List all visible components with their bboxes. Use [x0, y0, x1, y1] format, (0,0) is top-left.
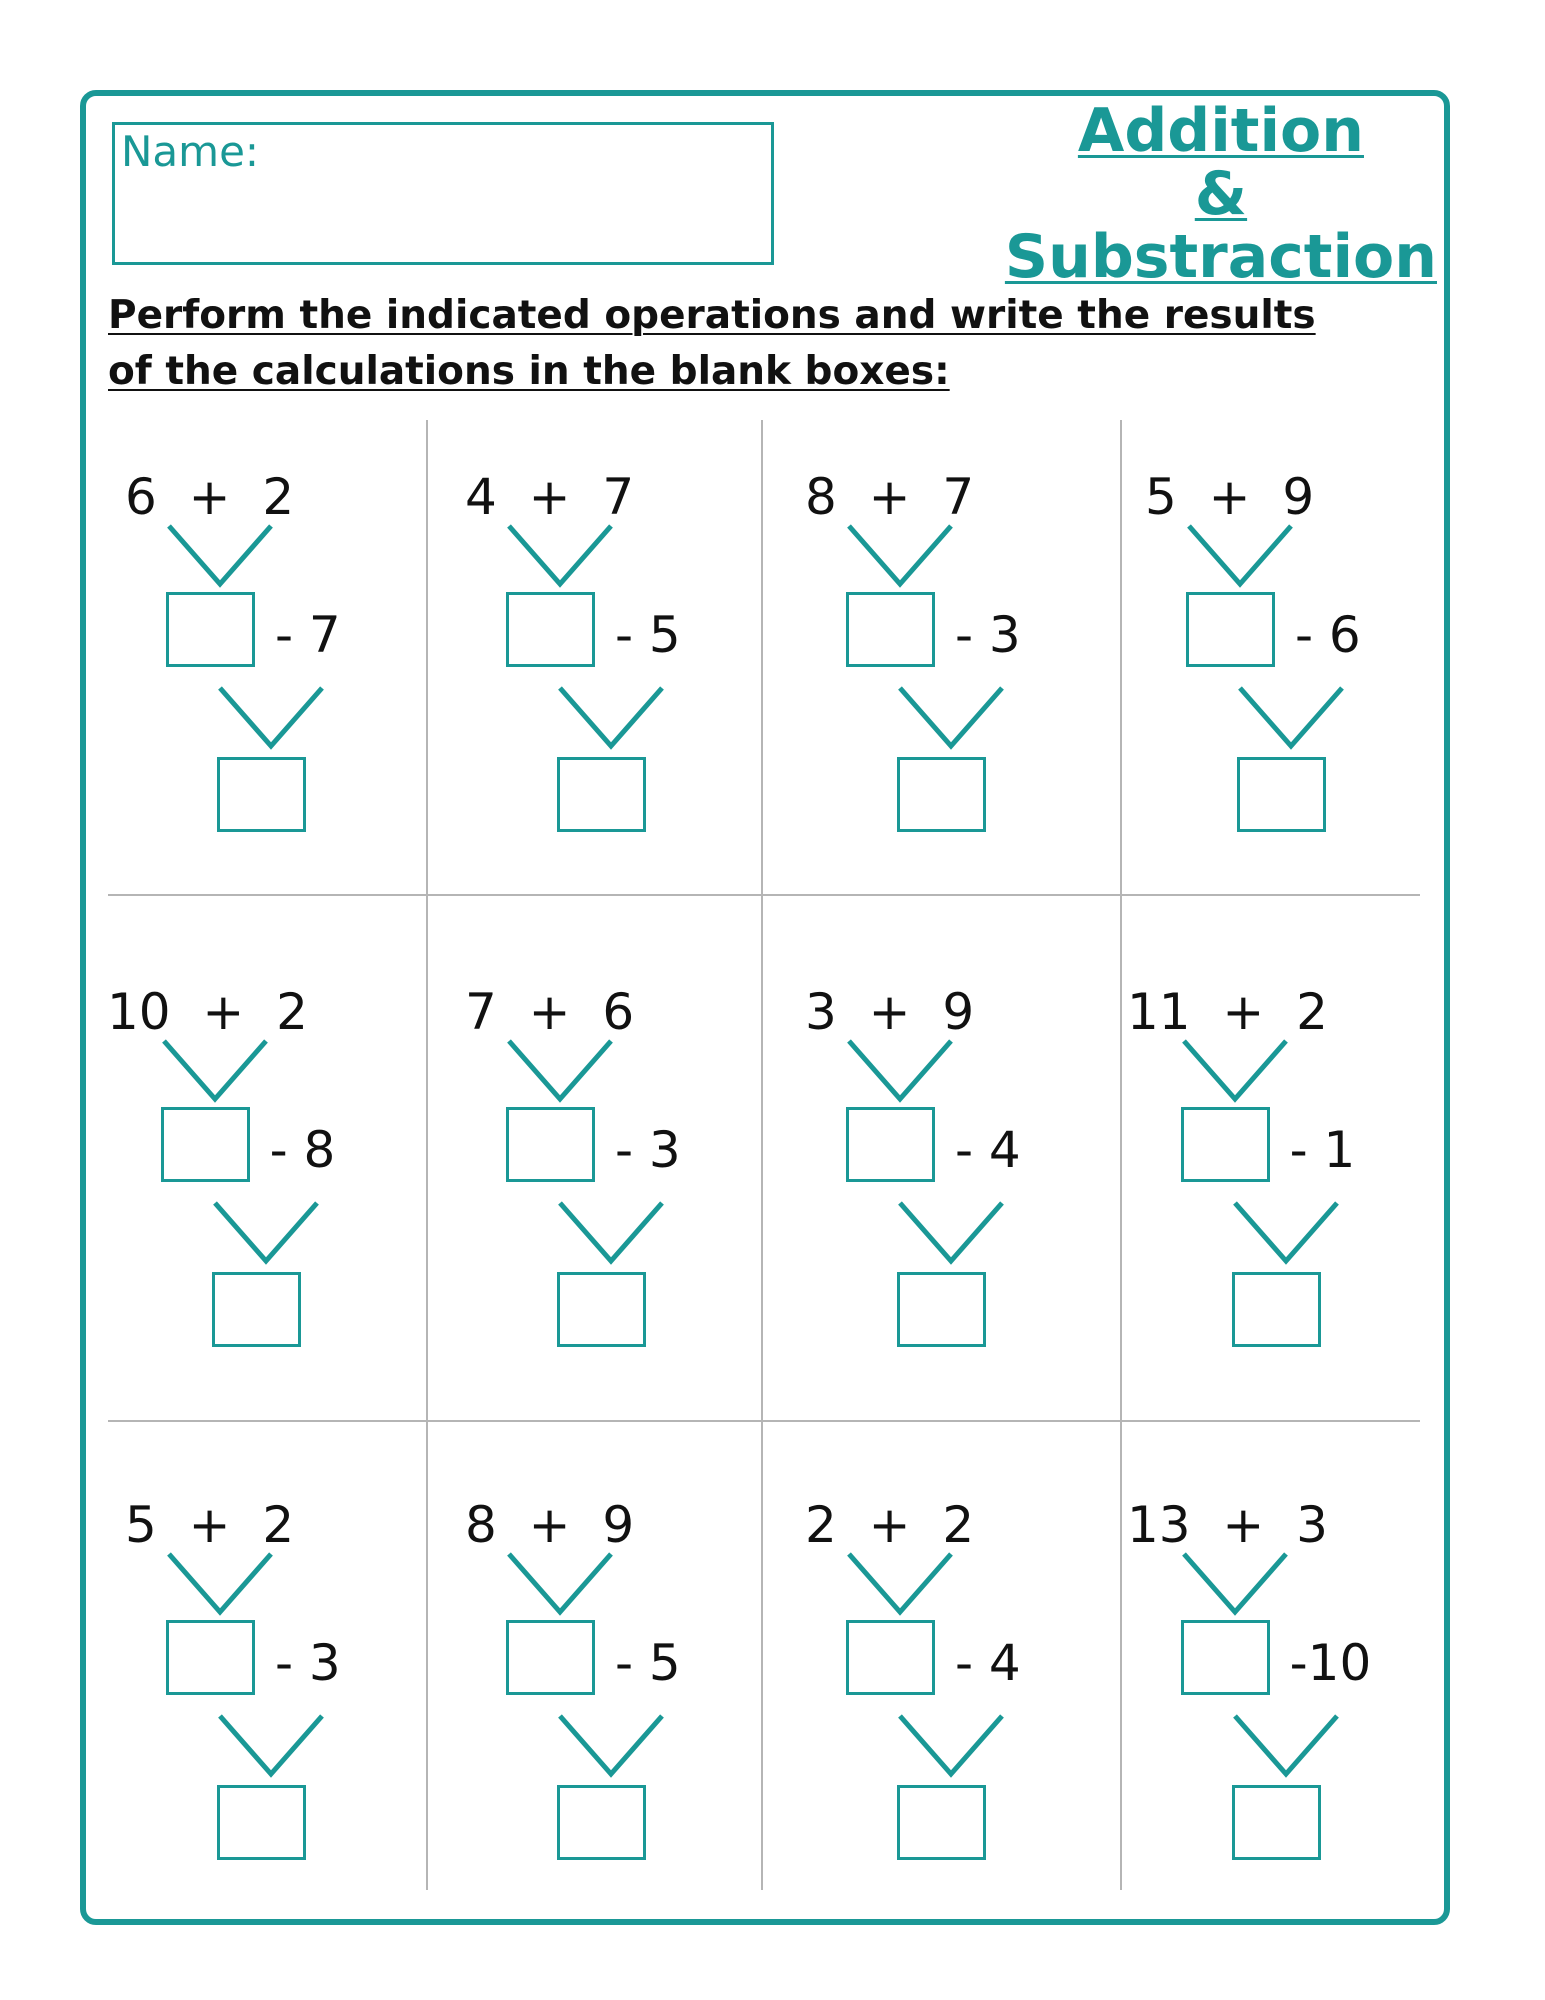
- merge-arrow-icon: [160, 1037, 270, 1103]
- sum-answer-box[interactable]: [1181, 1107, 1270, 1182]
- addend-a: 2: [805, 1496, 837, 1554]
- addend-a: 5: [125, 1496, 157, 1554]
- addend-a: 5: [1145, 468, 1177, 526]
- addition-expression: [805, 468, 1045, 526]
- title-line-ampersand: &: [1194, 159, 1248, 229]
- addend-b: 3: [1296, 1496, 1328, 1554]
- final-answer-box[interactable]: [557, 757, 646, 832]
- subtract-value: - 3: [615, 1121, 681, 1179]
- addition-expression: [1127, 983, 1367, 1041]
- addend-b: 2: [262, 1496, 295, 1554]
- plus-sign: +: [528, 468, 571, 526]
- addend-b: 2: [262, 468, 295, 526]
- addend-a: 7: [465, 983, 497, 1041]
- grid-divider-vertical-1: [426, 420, 428, 1890]
- sum-answer-box[interactable]: [846, 592, 935, 667]
- plus-sign: +: [868, 468, 911, 526]
- plus-sign: +: [528, 983, 571, 1041]
- merge-arrow-icon: [1231, 1199, 1341, 1265]
- addend-a: 8: [805, 468, 837, 526]
- merge-arrow-icon: [165, 522, 275, 588]
- addend-a: 13: [1127, 1496, 1191, 1554]
- final-answer-box[interactable]: [212, 1272, 301, 1347]
- merge-arrow-icon: [505, 522, 615, 588]
- addition-expression: [465, 468, 705, 526]
- addition-expression: [465, 983, 705, 1041]
- addition-expression: [125, 468, 365, 526]
- grid-divider-horizontal-1: [108, 894, 1420, 896]
- title-line-substraction: Substraction: [1004, 222, 1437, 292]
- final-answer-box[interactable]: [1232, 1272, 1321, 1347]
- title-line-addition: Addition: [1077, 96, 1364, 166]
- merge-arrow-icon: [845, 1037, 955, 1103]
- merge-arrow-icon: [505, 1550, 615, 1616]
- grid-divider-vertical-3: [1120, 420, 1122, 1890]
- merge-arrow-icon: [216, 1712, 326, 1778]
- addend-b: 6: [602, 983, 635, 1041]
- addition-expression: [125, 1496, 365, 1554]
- worksheet-title: [1004, 96, 1437, 292]
- subtract-value: - 4: [955, 1121, 1021, 1179]
- final-answer-box[interactable]: [897, 1272, 986, 1347]
- merge-arrow-icon: [556, 684, 666, 750]
- addend-b: 9: [602, 1496, 635, 1554]
- merge-arrow-icon: [556, 1712, 666, 1778]
- merge-arrow-icon: [845, 522, 955, 588]
- merge-arrow-icon: [216, 684, 326, 750]
- addend-b: 7: [942, 468, 975, 526]
- final-answer-box[interactable]: [897, 757, 986, 832]
- plus-sign: +: [1208, 468, 1251, 526]
- merge-arrow-icon: [896, 1712, 1006, 1778]
- final-answer-box[interactable]: [557, 1785, 646, 1860]
- addend-b: 2: [942, 1496, 975, 1554]
- final-answer-box[interactable]: [1237, 757, 1326, 832]
- sum-answer-box[interactable]: [166, 1620, 255, 1695]
- name-field[interactable]: [112, 122, 774, 265]
- merge-arrow-icon: [165, 1550, 275, 1616]
- merge-arrow-icon: [1185, 522, 1295, 588]
- subtract-value: - 7: [275, 606, 341, 664]
- plus-sign: +: [1222, 1496, 1265, 1554]
- sum-answer-box[interactable]: [506, 1107, 595, 1182]
- addend-a: 6: [125, 468, 157, 526]
- merge-arrow-icon: [211, 1199, 321, 1265]
- name-label: Name:: [121, 127, 260, 176]
- subtract-value: - 4: [955, 1634, 1021, 1692]
- merge-arrow-icon: [845, 1550, 955, 1616]
- addition-expression: [1145, 468, 1385, 526]
- plus-sign: +: [188, 1496, 231, 1554]
- addition-expression: [107, 983, 347, 1041]
- addition-expression: [1127, 1496, 1367, 1554]
- sum-answer-box[interactable]: [846, 1107, 935, 1182]
- subtract-value: -10: [1289, 1634, 1372, 1692]
- final-answer-box[interactable]: [217, 757, 306, 832]
- addend-b: 2: [1296, 983, 1328, 1041]
- sum-answer-box[interactable]: [166, 592, 255, 667]
- plus-sign: +: [1222, 983, 1265, 1041]
- subtract-value: - 3: [955, 606, 1021, 664]
- addition-expression: [465, 1496, 705, 1554]
- plus-sign: +: [868, 983, 911, 1041]
- addition-expression: [805, 983, 1045, 1041]
- merge-arrow-icon: [1231, 1712, 1341, 1778]
- sum-answer-box[interactable]: [506, 592, 595, 667]
- final-answer-box[interactable]: [897, 1785, 986, 1860]
- plus-sign: +: [188, 468, 231, 526]
- addend-a: 11: [1127, 983, 1191, 1041]
- subtract-value: - 1: [1289, 1121, 1356, 1179]
- plus-sign: +: [868, 1496, 911, 1554]
- plus-sign: +: [202, 983, 245, 1041]
- merge-arrow-icon: [1180, 1550, 1290, 1616]
- addition-expression: [805, 1496, 1045, 1554]
- plus-sign: +: [528, 1496, 571, 1554]
- merge-arrow-icon: [896, 1199, 1006, 1265]
- sum-answer-box[interactable]: [846, 1620, 935, 1695]
- merge-arrow-icon: [896, 684, 1006, 750]
- addend-a: 10: [107, 983, 171, 1041]
- sum-answer-box[interactable]: [161, 1107, 250, 1182]
- final-answer-box[interactable]: [557, 1272, 646, 1347]
- addend-a: 4: [465, 468, 497, 526]
- subtract-value: - 8: [269, 1121, 336, 1179]
- addend-b: 2: [276, 983, 308, 1041]
- addend-b: 7: [602, 468, 635, 526]
- grid-divider-vertical-2: [761, 420, 763, 1890]
- subtract-value: - 5: [615, 1634, 681, 1692]
- subtract-value: - 6: [1295, 606, 1361, 664]
- grid-divider-horizontal-2: [108, 1420, 1420, 1422]
- addend-a: 8: [465, 1496, 497, 1554]
- addend-b: 9: [1282, 468, 1315, 526]
- merge-arrow-icon: [505, 1037, 615, 1103]
- final-answer-box[interactable]: [1232, 1785, 1321, 1860]
- addend-b: 9: [942, 983, 975, 1041]
- final-answer-box[interactable]: [217, 1785, 306, 1860]
- merge-arrow-icon: [1236, 684, 1346, 750]
- instructions: Perform the indicated operations and write the results of the calculations in the blank boxes:: [108, 293, 1316, 394]
- sum-answer-box[interactable]: [1186, 592, 1275, 667]
- merge-arrow-icon: [1180, 1037, 1290, 1103]
- merge-arrow-icon: [556, 1199, 666, 1265]
- addend-a: 3: [805, 983, 837, 1041]
- subtract-value: - 5: [615, 606, 681, 664]
- subtract-value: - 3: [275, 1634, 341, 1692]
- sum-answer-box[interactable]: [506, 1620, 595, 1695]
- sum-answer-box[interactable]: [1181, 1620, 1270, 1695]
